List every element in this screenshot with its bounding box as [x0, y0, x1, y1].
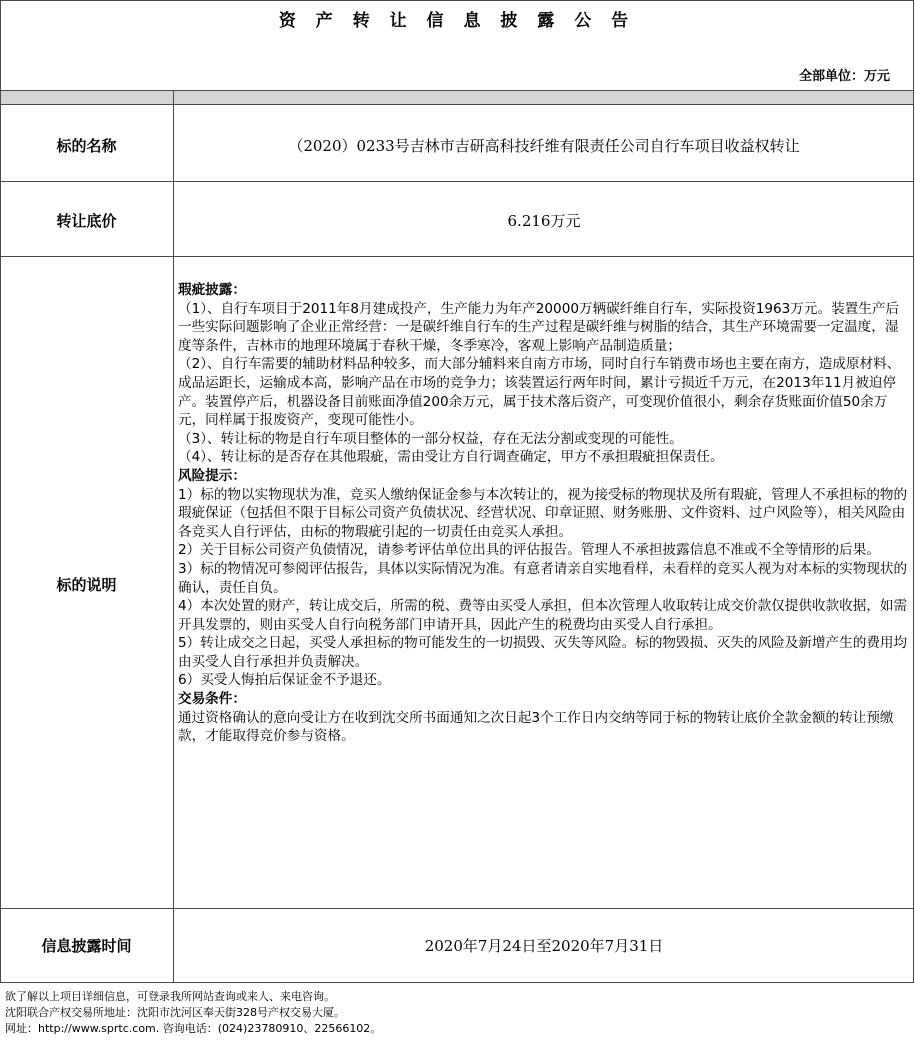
value-disclosure-time: 2020年7月24日至2020年7月31日: [424, 937, 664, 955]
defect-item: （2）、自行车需要的辅助材料品种较多，而大部分辅料来自南方市场，同时自行车销费市场也主要在南方，造成原材料、成品运距长，运输成本高，影响产品在市场的竞争力；该装置运行两年时间，累计亏损近千万元，在2013年11月被迫停产。装置停产后，机器设备目前账面净值200余万元，属于技术落后资产，可变现价值很小，剩余存货账面价值50余万元，同样属于报废资产，变现可能性小。: [178, 356, 901, 429]
trade-conditions: 通过资格确认的意向受让方在收到沈交所书面通知之次日起3个工作日内交纳等同于标的物转让底价全款金额的转让预缴款，才能取得竞价参与资格。: [178, 709, 894, 745]
label-disclosure-time: 信息披露时间: [41, 937, 132, 955]
footer-line: 欲了解以上项目详细信息，可登录我所网站查询或来人、来电咨询。: [5, 990, 335, 1003]
defects-heading: 瑕疵披露：: [178, 282, 246, 298]
risk-item: 1）标的物以实物现状为准，竞买人缴纳保证金参与本次转让的，视为接受标的物现状及所有瑕疵，管理人不承担标的物的瑕疵保证（包括但不限于目标公司资产负债状况、经营状况、印章证照、财务账册、文件资料、过户风险等），相关风险由各竞买人自行评估，由标的物瑕疵引起的一切责任由竞买人承担。: [178, 486, 908, 540]
subject-description: [178, 281, 910, 746]
label-subject-name: 标的名称: [56, 137, 117, 155]
row-divider: [0, 908, 914, 909]
risk-item: 2）关于目标公司资产负债情况，请参考评估单位出具的评估报告。管理人不承担披露信息不准或不全等情形的后果。: [178, 542, 880, 559]
footer-website-phone: 网址：http://www.sprtc.com. 咨询电话：(024)23780910、22566102。: [5, 1022, 382, 1035]
row-divider: [0, 256, 914, 257]
defect-item: （3）、转让标的物是自行车项目整体的一部分权益，存在无法分割或变现的可能性。: [178, 430, 683, 447]
risk-heading: 风险提示：: [178, 467, 246, 484]
row-divider: [0, 181, 914, 182]
value-reserve-price: 6.216万元: [507, 212, 581, 230]
risk-item: 5）转让成交之日起，买受人承担标的物可能发生的一切损毁、灭失等风险。标的物毁损、灭失的风险及新增产生的费用均由买受人自行承担并负责解决。: [178, 635, 908, 670]
trade-heading: 交易条件：: [178, 691, 246, 708]
footer-contact: [5, 989, 905, 1037]
value-subject-name: （2020）0233号吉林市吉研高科技纤维有限责任公司自行车项目收益权转让: [288, 137, 800, 155]
risk-item: 4）本次处置的财产，转让成交后，所需的税、费等由买受人承担，但本次管理人收取转让成交价款仅提供收款收据，如需开具发票的，则由买受人自行向税务部门申请开具，因此产生的税费均由买受人自行承担。: [178, 598, 908, 633]
page-title: 资 产 转 让 信 息 披 露 公 告: [278, 11, 636, 31]
label-subject-description: 标的说明: [56, 576, 117, 594]
risk-item: 6）买受人悔拍后保证金不予退还。: [178, 672, 391, 689]
footer-address: 沈阳联合产权交易所地址：沈阳市沈河区奉天街328号产权交易大厦。: [5, 1006, 345, 1019]
defect-item: （1）、自行车项目于2011年8月建成投产，生产能力为年产20000万辆碳纤维自行车，实际投资1963万元。装置生产后一些实际问题影响了企业正常经营：一是碳纤维自行车的生产过程是碳纤维与树脂的结合，其生产环境需要一定温度，湿度等条件，吉林市的地理环境属于春秋干燥，冬季寒冷，客观上影响产品制造质量；: [178, 300, 900, 354]
label-reserve-price: 转让底价: [56, 212, 117, 230]
risk-item: 3）标的物情况可参阅评估报告，具体以实际情况为准。有意者请亲自实地看样，未看样的竞买人视为对本标的实物现状的确认，责任自负。: [178, 560, 908, 596]
defect-item: （4）、转让标的是否存在其他瑕疵，需由受让方自行调查确定，甲方不承担瑕疵担保责任。: [178, 449, 724, 466]
header-band: [1, 90, 913, 105]
unit-note: 全部单位：万元: [798, 69, 890, 84]
